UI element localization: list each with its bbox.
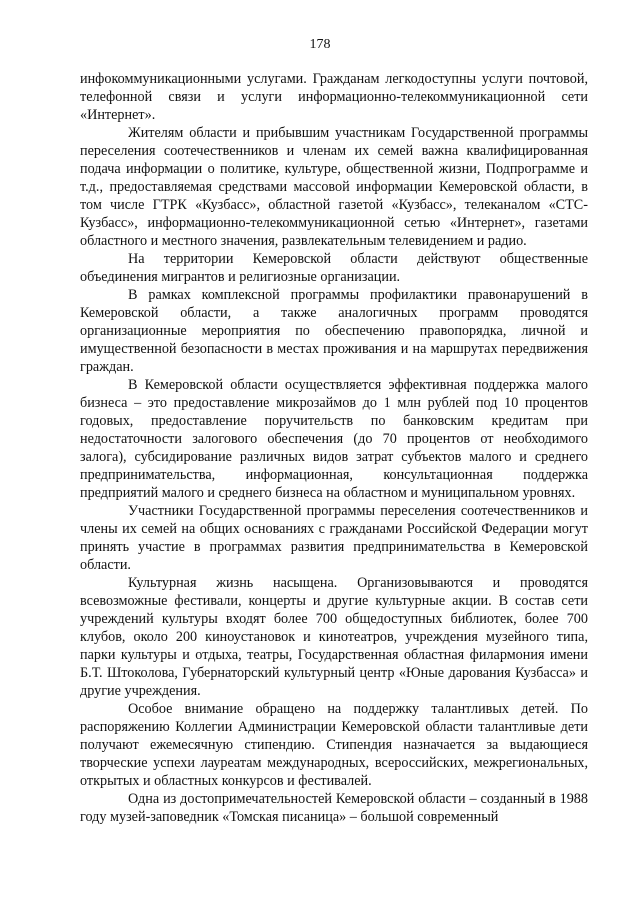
paragraph-tomskaya-pisanitsa: Одна из достопримечательностей Кемеровской области – созданный в 1988 году музей-заповедник «Томская писаница» – большой современный (80, 791, 588, 825)
paragraph-crime-prevention: В рамках комплексной программы профилактики правонарушений в Кемеровской области, а также аналогичных программ проводятся организационные мероприятия по обеспечению правопорядка, личной и имущественной безопасности в местах проживания и на маршрутах передвижения граждан. (80, 287, 588, 375)
page-number: 178 (309, 37, 331, 52)
paragraph-cultural-life: Культурная жизнь насыщена. Организовываются и проводятся всевозможные фестивали, концерты и другие культурные акции. В состав сети учреждений культуры входят более 700 общедоступных библиотек, более 700 клубов, около 200 киноустановок и кинотеатров, учреждения музейного типа, парки культуры и отдыха, театры, Государственная областная филармония имени Б.Т. Штоколова, Губернаторский культурный центр «Юные дарования Кузбасса» и другие учреждения. (80, 575, 588, 699)
paragraph-internet-services: инфокоммуникационными услугами. Гражданам легкодоступны услуги почтовой, телефонной связи и услуги информационно-телекоммуникационной сети «Интернет». (80, 71, 588, 123)
paragraph-talented-children: Особое внимание обращено на поддержку талантливых детей. По распоряжению Коллегии Администрации Кемеровской области талантливые дети получают ежемесячную стипендию. Стипендия назначается за выдающиеся творческие успехи лауреатам международных, всероссийских, межрегиональных, открытых и областных конкурсов и фестивалей. (80, 701, 588, 789)
paragraph-small-business-support: В Кемеровской области осуществляется эффективная поддержка малого бизнеса – это предоставление микрозаймов до 1 млн рублей под 10 процентов годовых, предоставление поручительств по банковским кредитам при недостаточности залогового обеспечения (до 70 процентов от необходимого залога), субсидирование различных видов затрат субъектов малого и среднего предпринимательства, информационная, консультационная поддержка предприятий малого и среднего бизнеса на областном и муниципальном уровнях. (80, 377, 588, 501)
paragraph-public-associations: На территории Кемеровской области действуют общественные объединения мигрантов и религиозные организации. (80, 251, 588, 285)
paragraph-mass-media: Жителям области и прибывшим участникам Государственной программы переселения соотечественников и членам их семей важна квалифицированная подача информации о политике, культуре, общественной жизни, Подпрограмме и т.д., предоставляемая средствами массовой информации Кемеровской области, в том числе ГТРК «Кузбасс», областной газетой «Кузбасс», телеканалом «СТС-Кузбасс», информационно-телекоммуникационной сетью «Интернет», газетами областного и местного значения, развлекательным телевидением и радио. (80, 125, 588, 249)
document-body (80, 70, 588, 826)
paragraph-entrepreneurship-programs: Участники Государственной программы переселения соотечественников и члены их семей на общих основаниях с гражданами Российской Федерации могут принять участие в программах развития предпринимательства в Кемеровской области. (80, 503, 588, 573)
